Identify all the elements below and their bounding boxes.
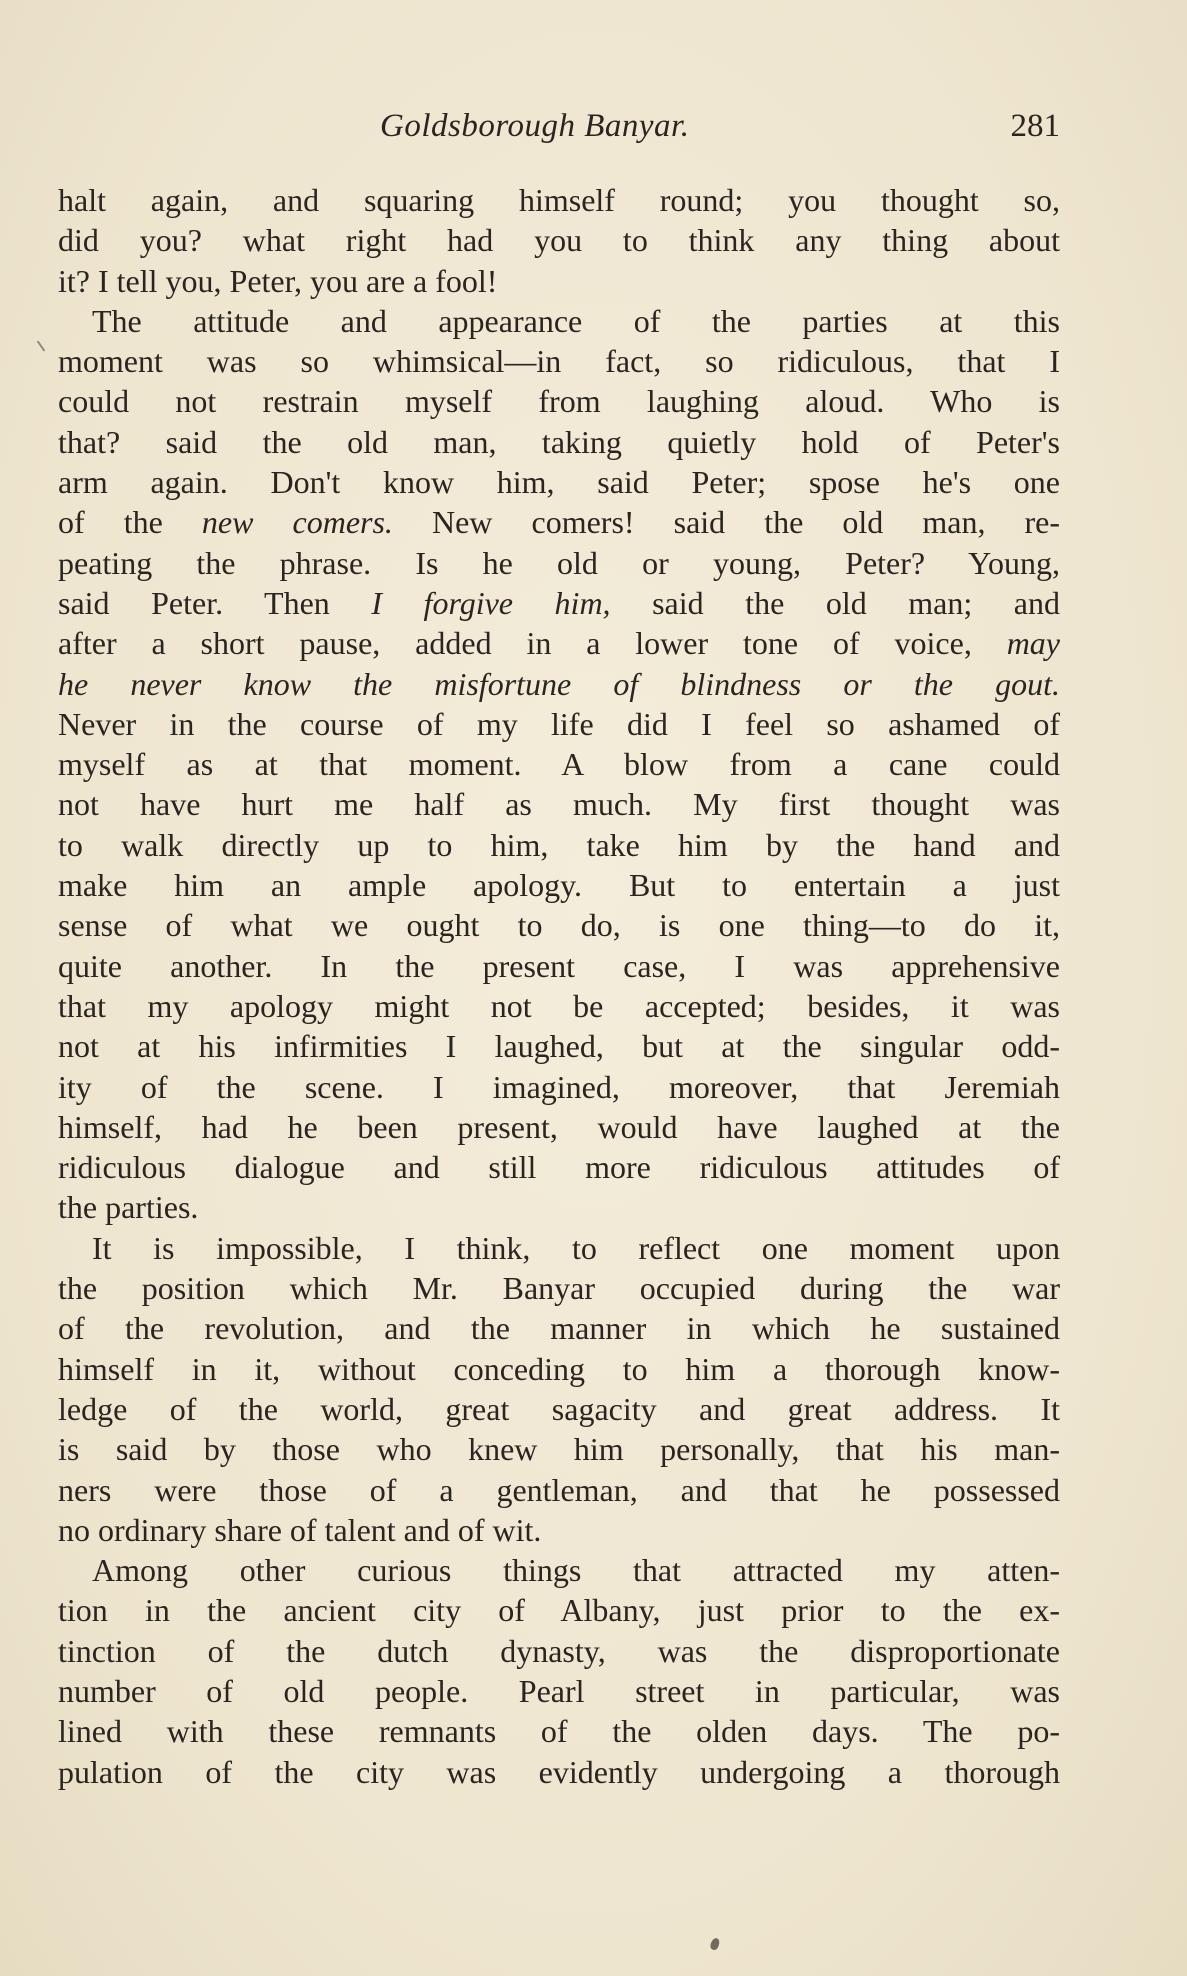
text-line xyxy=(58,502,1060,542)
text-run: said Peter. Then xyxy=(58,584,372,621)
text-line: that my apology might not be accepted; besides, it was xyxy=(58,987,1060,1024)
paragraph-start-line: Among other curious things that attracted my atten- xyxy=(92,1552,1060,1589)
text-line: ity of the scene. I imagined, moreover, that Jeremiah xyxy=(58,1068,1060,1105)
text-line: that? said the old man, taking quietly hold of Peter's xyxy=(58,423,1060,460)
paragraph-start-line: It is impossible, I think, to reflect one moment upon xyxy=(92,1229,1060,1266)
text-line: the position which Mr. Banyar occupied during the war xyxy=(58,1270,1060,1307)
text-line: to walk directly up to him, take him by the hand and xyxy=(58,826,1060,863)
text-line: myself as at that moment. A blow from a cane could xyxy=(58,746,1060,783)
running-title: Goldsborough Banyar. xyxy=(380,108,690,144)
text-line: himself in it, without conceding to him a thorough know- xyxy=(58,1350,1060,1387)
text-line xyxy=(58,623,1060,663)
text-line: it? I tell you, Peter, you are a fool! xyxy=(58,262,498,299)
text-line: no ordinary share of talent and of wit. xyxy=(58,1511,542,1548)
text-run: of the xyxy=(58,504,202,541)
text-line: is said by those who knew him personally, that his man- xyxy=(58,1431,1060,1468)
text-line: arm again. Don't know him, said Peter; spose he's one xyxy=(58,464,1060,501)
text-line: halt again, and squaring himself round; you thought so, xyxy=(58,182,1060,218)
text-line: sense of what we ought to do, is one thing—to do it, xyxy=(58,907,1060,944)
text-run: after a short pause, added in a lower tone of voice, xyxy=(58,625,1007,662)
text-line: lined with these remnants of the olden days. The po- xyxy=(58,1713,1060,1750)
paragraph-start-line: The attitude and appearance of the parties at this xyxy=(92,302,1060,339)
text-line: tion in the ancient city of Albany, just prior to the ex- xyxy=(58,1592,1060,1629)
text-line: tinction of the dutch dynasty, was the disproportionate xyxy=(58,1632,1060,1669)
text-line: did you? what right had you to think any thing about xyxy=(58,222,1060,259)
text-line: could not restrain myself from laughing aloud. Who is xyxy=(58,383,1060,420)
text-line: not at his infirmities I laughed, but at the singular odd- xyxy=(58,1028,1060,1065)
text-line: peating the phrase. Is he old or young, Peter? Young, xyxy=(58,544,1060,581)
page-number: 281 xyxy=(1010,108,1060,144)
italic-run: I forgive him, xyxy=(371,584,611,621)
text-line xyxy=(58,664,1060,704)
text-line: number of old people. Pearl street in particular, was xyxy=(58,1672,1060,1709)
text-line: of the revolution, and the manner in which he sustained xyxy=(58,1310,1060,1347)
text-line: the parties. xyxy=(58,1189,199,1226)
page-header xyxy=(380,108,1060,158)
text-line: not have hurt me half as much. My first thought was xyxy=(58,786,1060,823)
text-line: quite another. In the present case, I was apprehensive xyxy=(58,947,1060,984)
text-line: make him an ample apology. But to entertain a just xyxy=(58,867,1060,904)
italic-run: may xyxy=(1006,625,1060,662)
text-run: said the old man; and xyxy=(610,584,1060,621)
text-line xyxy=(58,583,1060,623)
italic-run: new comers. xyxy=(201,504,393,541)
text-line: ledge of the world, great sagacity and great address. It xyxy=(58,1390,1060,1427)
text-run: New comers! said the old man, re- xyxy=(392,504,1061,541)
text-line: himself, had he been present, would have laughed at the xyxy=(58,1108,1060,1145)
text-line: Never in the course of my life did I feel so ashamed of xyxy=(58,705,1060,742)
margin-mark xyxy=(37,341,46,352)
text-line: ners were those of a gentleman, and that he possessed xyxy=(58,1471,1060,1508)
text-line: ridiculous dialogue and still more ridiculous attitudes of xyxy=(58,1149,1060,1186)
ink-speck xyxy=(709,1937,721,1951)
text-line: moment was so whimsical—in fact, so ridiculous, that I xyxy=(58,343,1060,380)
text-line: pulation of the city was evidently undergoing a thorough xyxy=(58,1753,1060,1790)
body-text xyxy=(58,180,1060,1792)
italic-run: he never know the misfortune of blindness or the gout. xyxy=(58,665,1060,702)
